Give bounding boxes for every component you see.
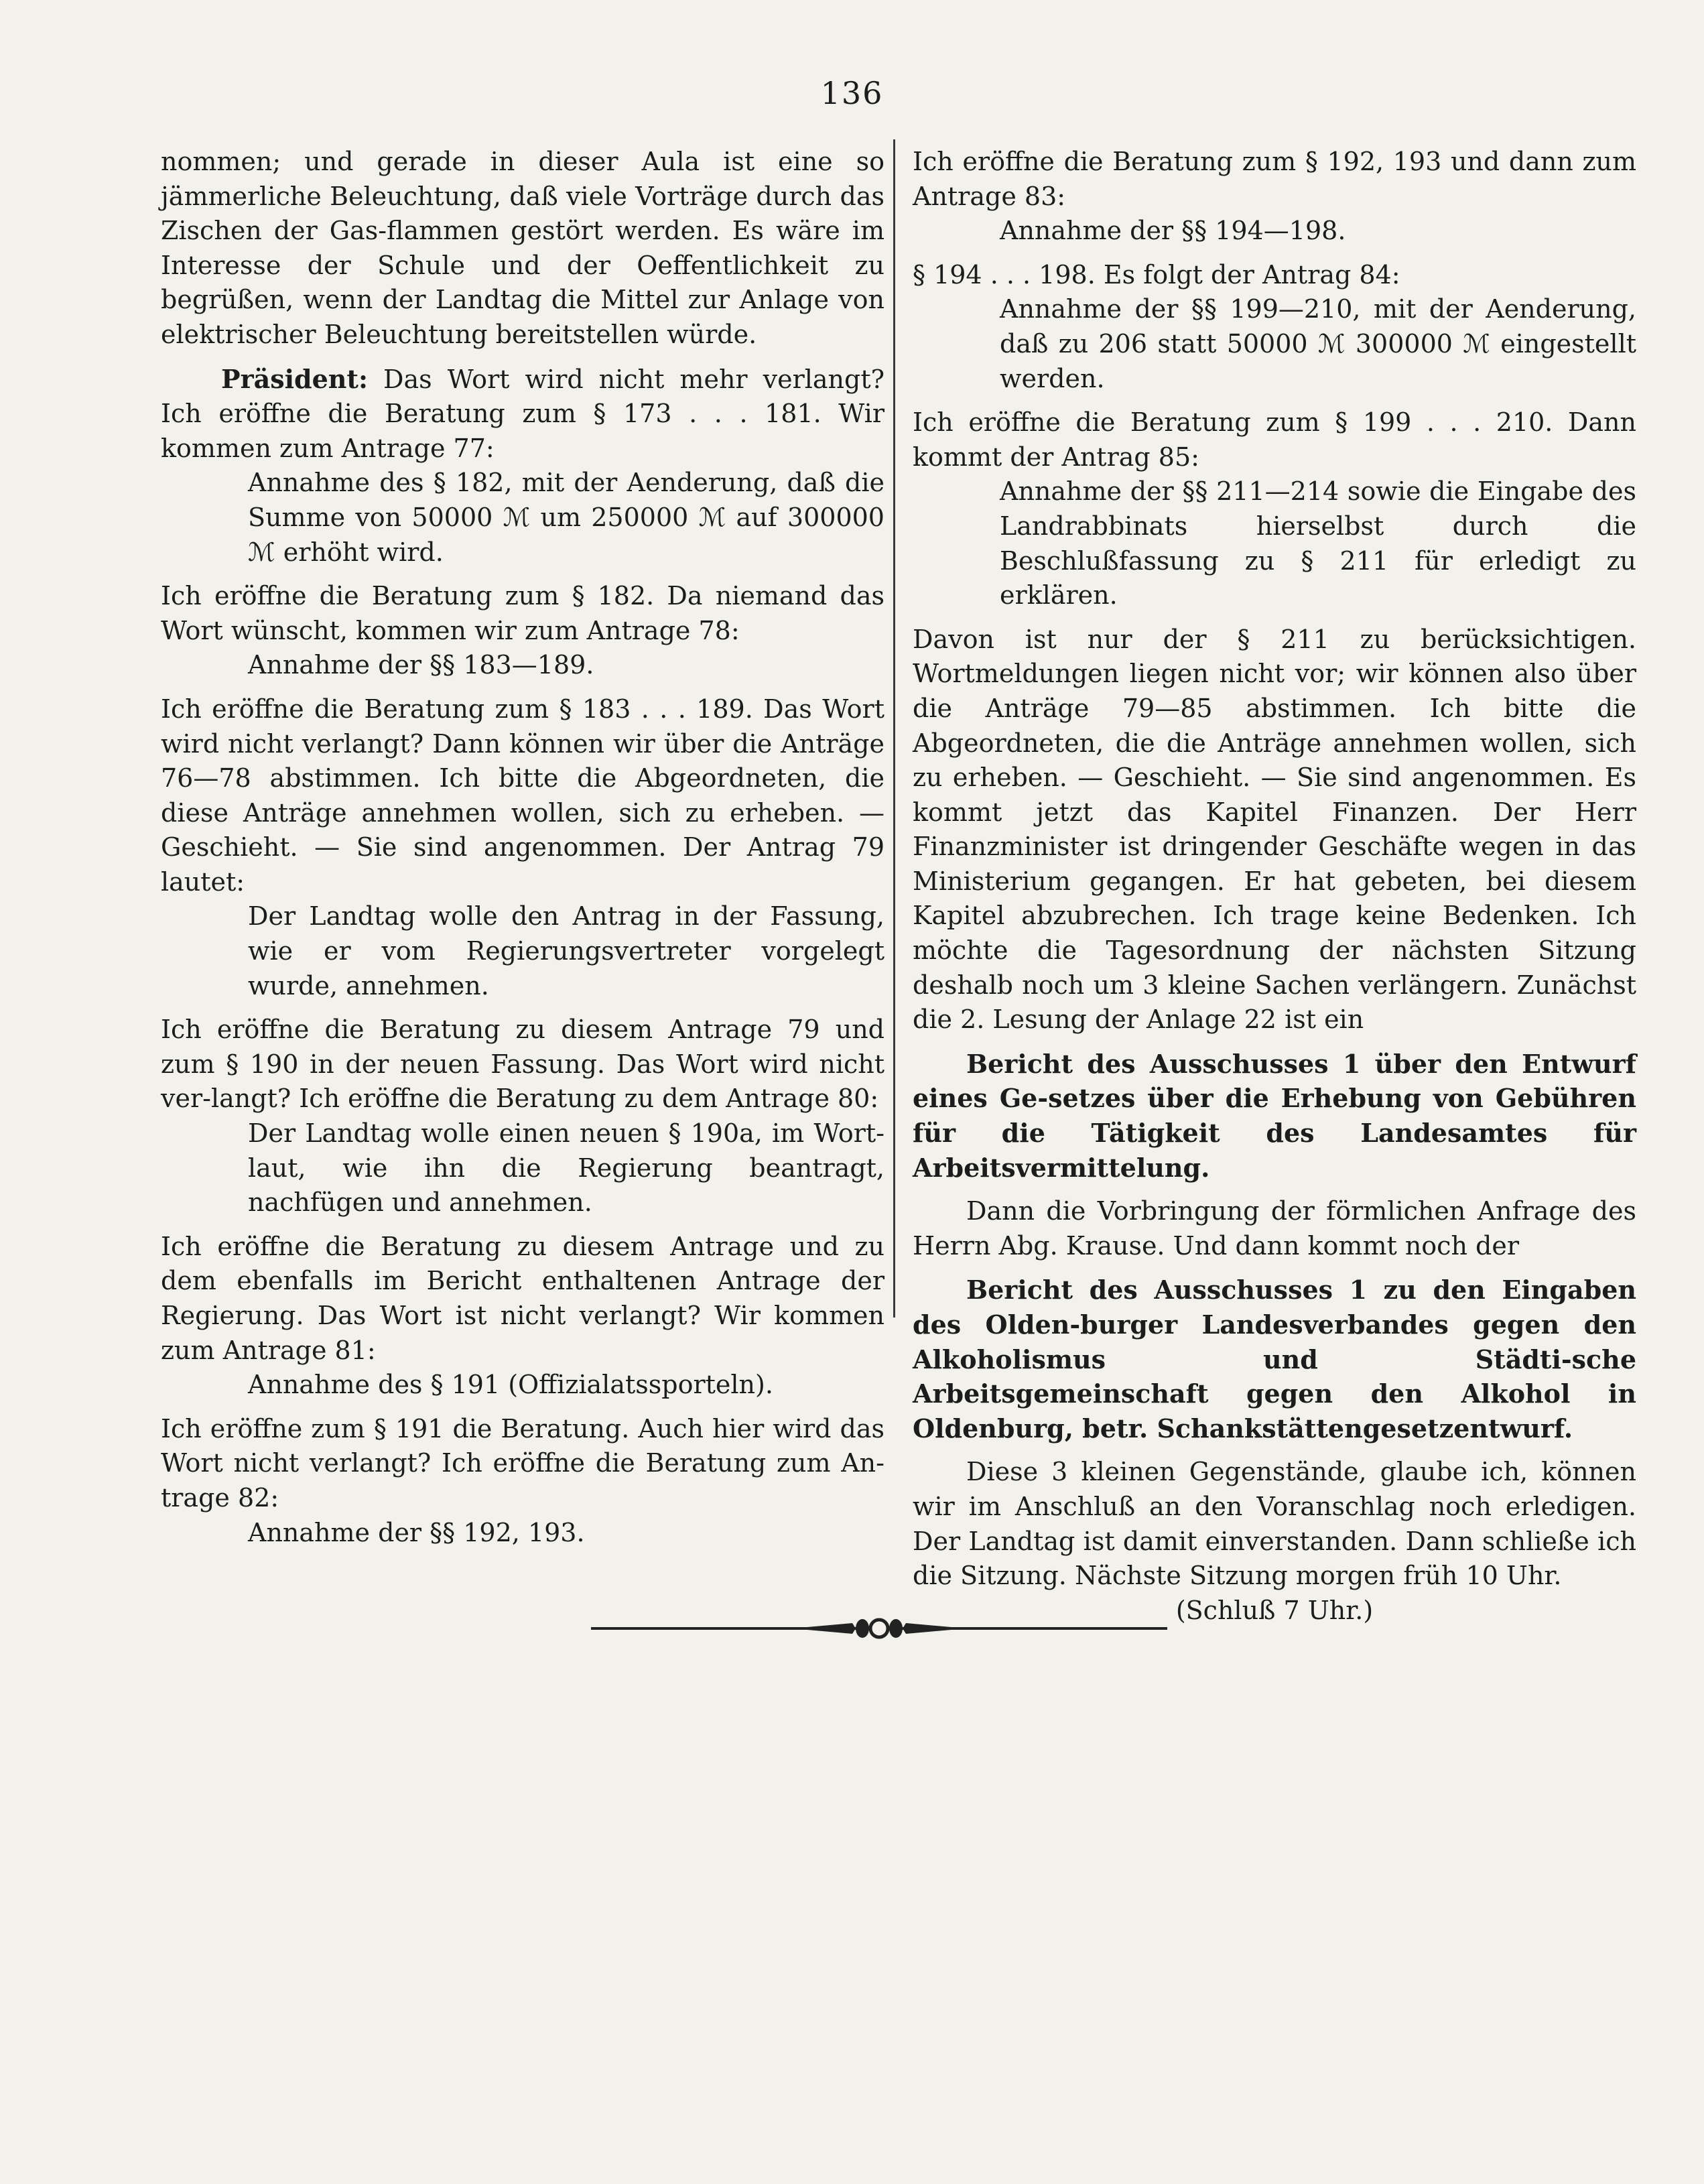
ornament-divider	[591, 1608, 1167, 1649]
column-divider	[893, 139, 895, 1318]
motion-text: Annahme des § 182, mit der Aenderung, daß die Summe von 50000 ℳ um 250000 ℳ auf 300000 ℳ erhöht wird.	[248, 468, 884, 567]
paragraph: Ich eröffne die Beratung zum § 183 . . . 189. Das Wort wird nicht verlangt? Dann können wir über die Anträge 76—78 abstimmen. Ich bitte die Abgeordneten, die diese Anträge annehmen wollen, sich zu erheben. — Geschieht. — Sie sind angenommen. Der Antrag 79 lautet:	[161, 694, 884, 897]
report-title: Bericht des Ausschusses 1 zu den Eingaben des Olden-burger Landesverbandes gegen den Alkoholismus und Städti-sche Arbeitsgemeinschaft gegen den Alkohol in Oldenburg, betr. Schankstättengesetzentwurf.	[913, 1275, 1636, 1443]
paragraph: Diese 3 kleinen Gegenstände, glaube ich, können wir im Anschluß an den Voranschlag noch erledigen. Der Landtag ist damit einverstanden. Dann schließe ich die Sitzung. Nächste Sitzung morgen früh 10 Uhr.	[913, 1457, 1636, 1591]
motion-text: Der Landtag wolle den Antrag in der Fassung, wie er vom Regierungsvertreter vorgelegt wurde, annehmen.	[248, 901, 884, 1001]
motion-text: Annahme der §§ 192, 193.	[248, 1517, 585, 1547]
closing-note: (Schluß 7 Uhr.)	[1175, 1595, 1374, 1625]
paragraph: Davon ist nur der § 211 zu berücksichtigen. Wortmeldungen liegen nicht vor; wir können also über die Anträge 79—85 abstimmen. Ich bitte die Abgeordneten, die die Anträge annehmen wollen, sich zu erheben. — Geschieht. — Sie sind angenommen. Es kommt jetzt das Kapitel Finanzen. Der Herr Finanzminister ist dringender Geschäfte wegen in das Ministerium gegangen. Er hat gebeten, bei diesem Kapitel abzubrechen. Ich trage keine Bedenken. Ich möchte die Tagesordnung der nächsten Sitzung deshalb noch um 3 kleine Sachen verlängern. Zunächst die 2. Lesung der Anlage 22 ist ein	[913, 624, 1636, 1035]
paragraph: Dann die Vorbringung der förmlichen Anfrage des Herrn Abg. Krause. Und dann kommt noch der	[913, 1196, 1636, 1261]
paragraph: Ich eröffne die Beratung zum § 192, 193 und dann zum Antrage 83:	[913, 147, 1636, 211]
page-number: 136	[820, 75, 884, 111]
paragraph: Ich eröffne die Beratung zu diesem Antrage 79 und zum § 190 in der neuen Fassung. Das Wort wird nicht ver-langt? Ich eröffne die Beratung zu dem Antrage 80:	[161, 1015, 884, 1114]
paragraph: Ich eröffne die Beratung zum § 182. Da niemand das Wort wünscht, kommen wir zum Antrage 78:	[161, 581, 884, 645]
paragraph: nommen; und gerade in dieser Aula ist eine so jämmerliche Beleuchtung, daß viele Vorträge durch das Zischen der Gas-flammen gestört werden. Es wäre im Interesse der Schule und der Oeffentlichkeit zu begrüßen, wenn der Landtag die Mittel zur Anlage von elektrischer Beleuchtung bereitstellen würde.	[161, 147, 884, 349]
speaker-label: Präsident:	[221, 363, 369, 394]
left-column	[161, 145, 884, 1550]
motion-text: Annahme der §§ 183—189.	[248, 650, 594, 680]
speech-text: Das Wort wird nicht mehr verlangt? Ich eröffne die Beratung zum § 173 . . . 181. Wir kommen zum Antrage 77:	[161, 364, 884, 463]
paragraph: Ich eröffne die Beratung zu diesem Antrage und zu dem ebenfalls im Bericht enthaltenen Antrage der Regierung. Das Wort ist nicht verlangt? Wir kommen zum Antrage 81:	[161, 1231, 884, 1365]
motion-text: Der Landtag wolle einen neuen § 190a, im Wort-laut, wie ihn die Regierung beantragt, nachfügen und annehmen.	[248, 1118, 884, 1218]
right-column	[913, 145, 1636, 1628]
speech-paragraph	[161, 362, 884, 466]
motion-text: Annahme des § 191 (Offizialatssporteln).	[248, 1370, 773, 1400]
motion-text: Annahme der §§ 211—214 sowie die Eingabe des Landrabbinats hierselbst durch die Beschlußfassung zu § 211 für erledigt zu erklären.	[1000, 476, 1636, 611]
report-title: Bericht des Ausschusses 1 über den Entwurf eines Ge-setzes über die Erhebung von Gebühren für die Tätigkeit des Landesamtes für Arbeitsvermittelung.	[913, 1048, 1636, 1183]
paragraph: Ich eröffne zum § 191 die Beratung. Auch hier wird das Wort nicht verlangt? Ich eröffne die Beratung zum An-trage 82:	[161, 1413, 884, 1513]
motion-text: Annahme der §§ 194—198.	[1000, 216, 1346, 246]
paragraph: § 194 . . . 198. Es folgt der Antrag 84:	[913, 259, 1400, 290]
paragraph: Ich eröffne die Beratung zum § 199 . . . 210. Dann kommt der Antrag 85:	[913, 407, 1636, 472]
motion-text: Annahme der §§ 199—210, mit der Aenderung, daß zu 206 statt 50000 ℳ 300000 ℳ eingestellt werden.	[1000, 294, 1636, 393]
